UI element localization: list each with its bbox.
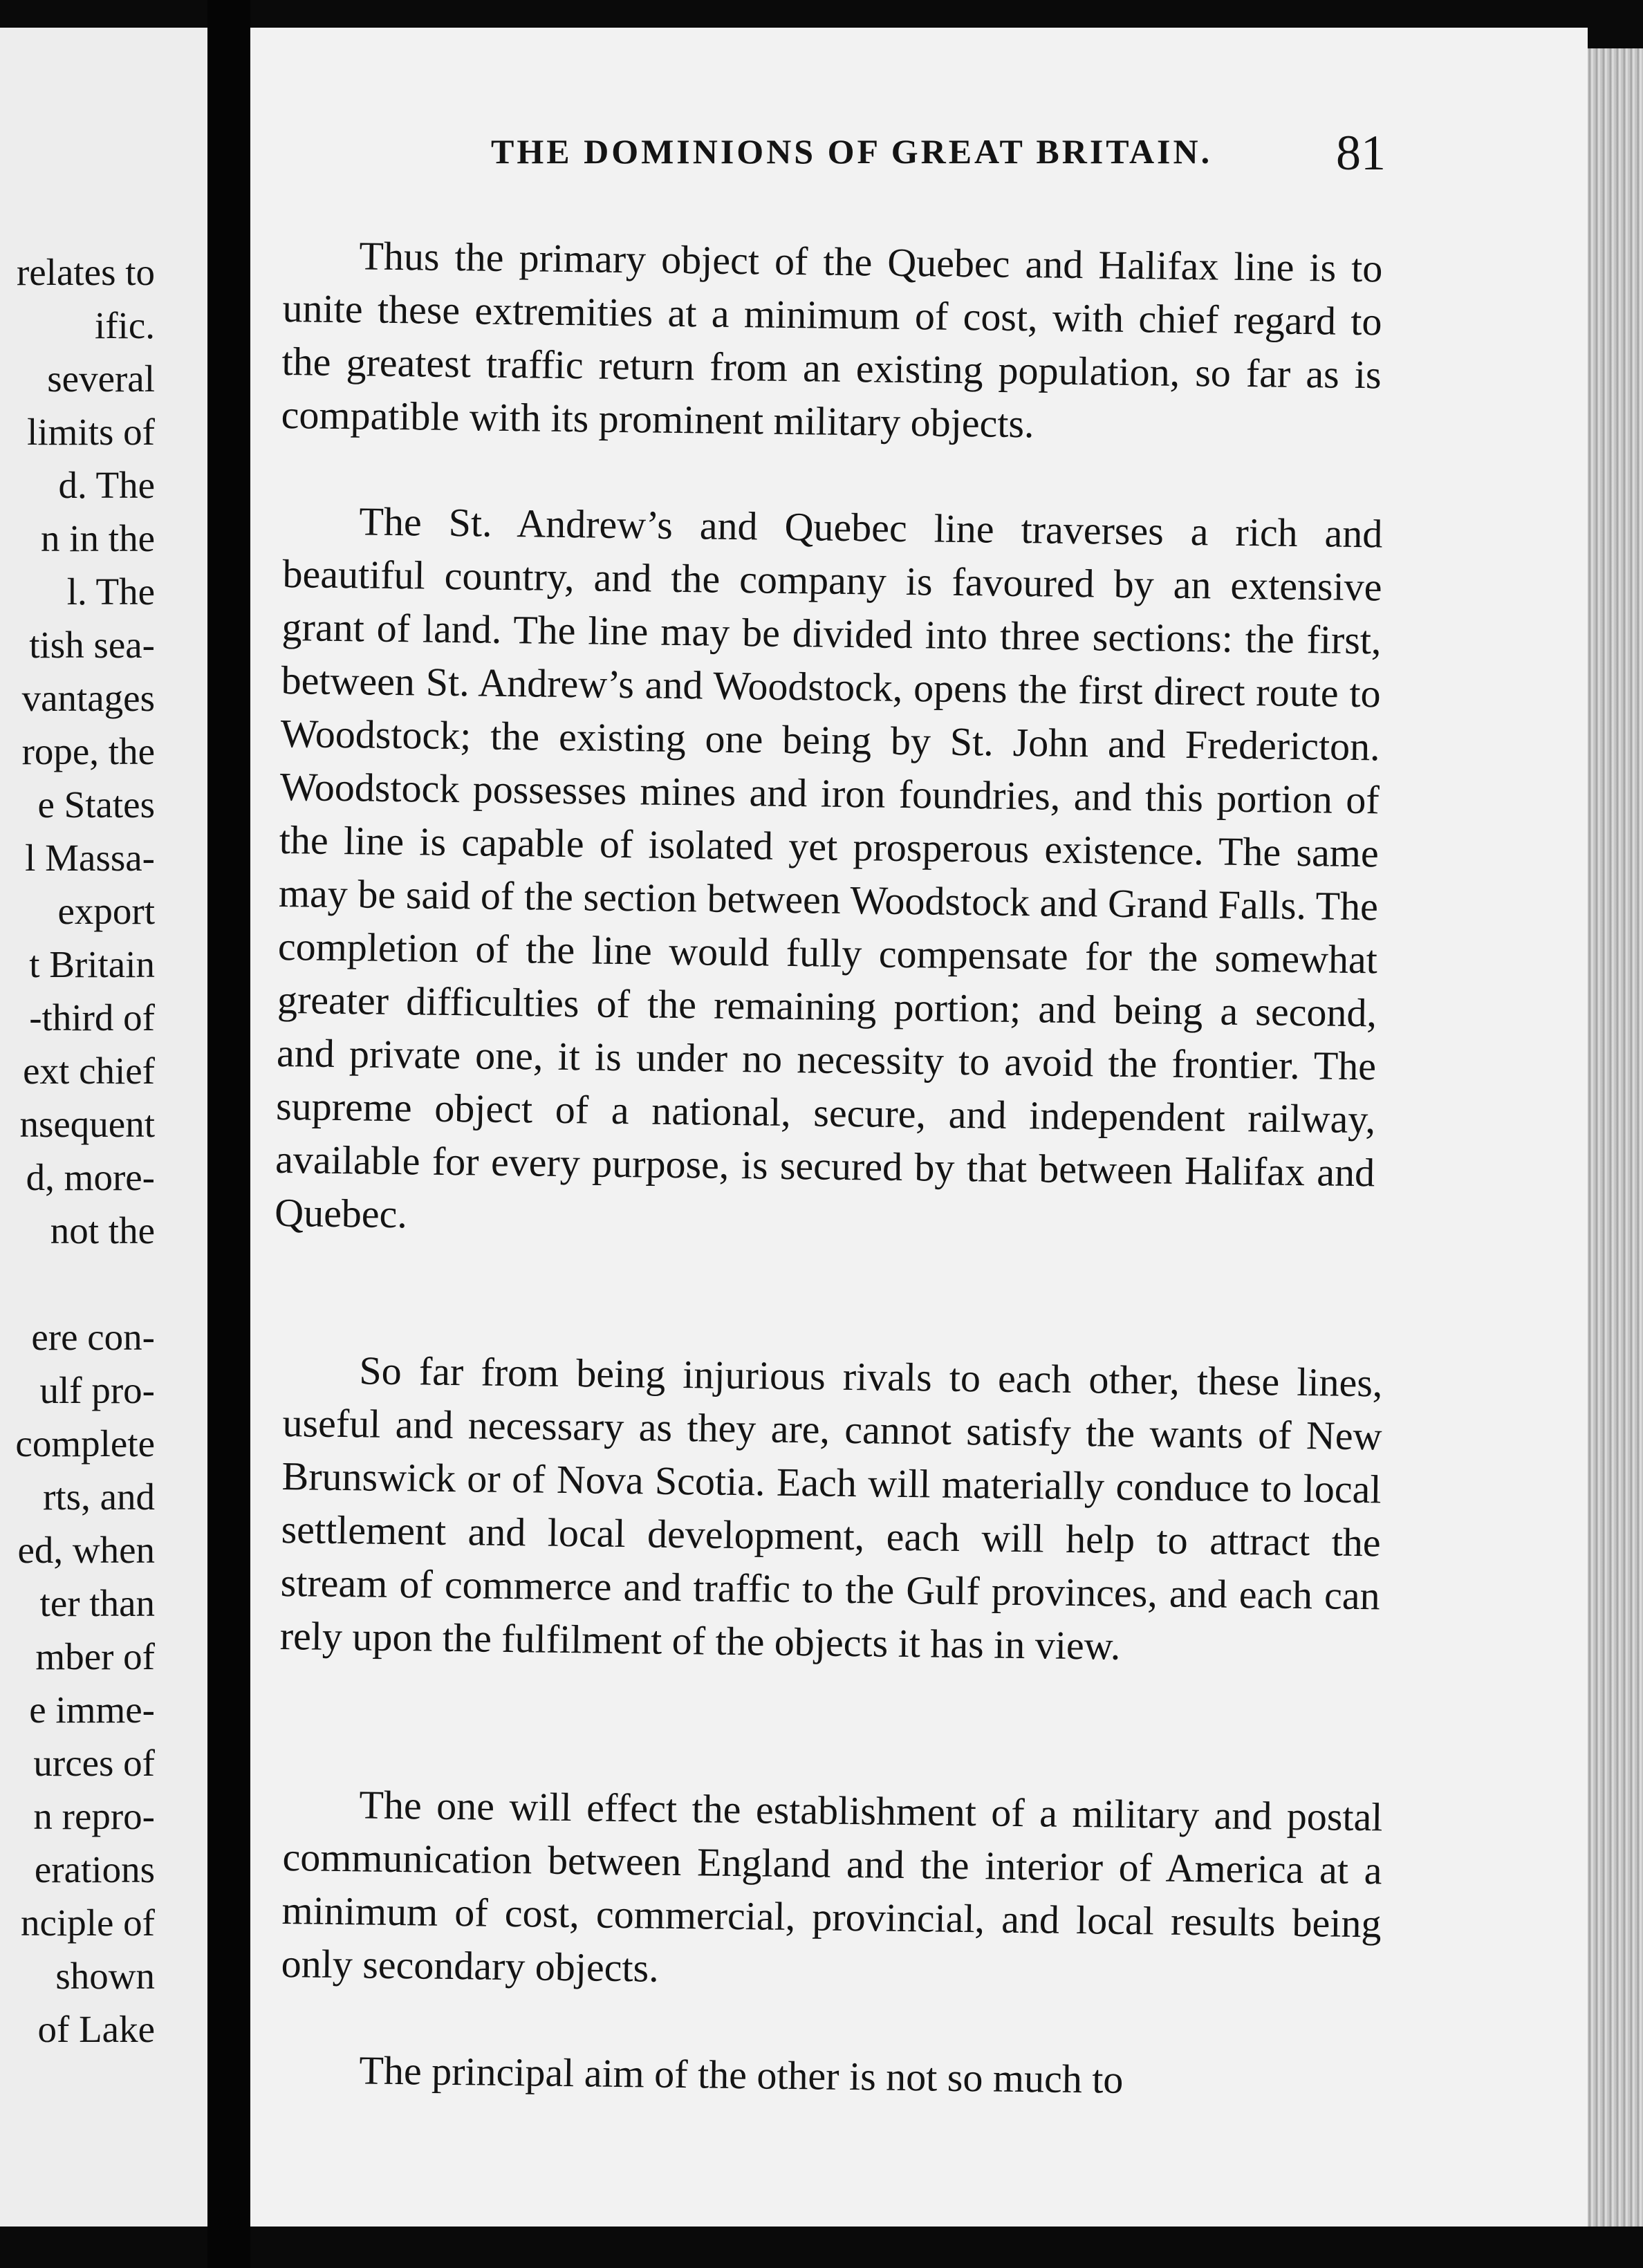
- book-spine: [207, 0, 250, 2268]
- left-page-line: vantages: [21, 677, 155, 719]
- left-page-line: e States: [37, 783, 155, 826]
- left-page-line: d, more-: [26, 1156, 155, 1198]
- left-page-line: nsequent: [19, 1103, 155, 1145]
- left-page-line: -third of: [29, 996, 155, 1039]
- left-page-line: e imme-: [29, 1689, 155, 1731]
- left-page-line: ext chief: [23, 1050, 155, 1092]
- left-page-line: ulf pro-: [39, 1369, 155, 1411]
- left-page-line: ed, when: [17, 1529, 155, 1571]
- left-page-line: l. The: [66, 570, 155, 613]
- page-number: 81: [1336, 125, 1386, 180]
- left-page-line: ific.: [94, 304, 155, 346]
- paragraph-2: The St. Andrew’s and Quebec line traverses a rich and beautiful country, and the company is favoured by an extensive grant of land. The line may be divided into three sections: the first, between St. Andrew’s and Woodstock, opens the first direct route to Woodstock; the existing one being by St. John and Fredericton. Woodstock possesses mines and iron foundries, and this portion of the line is capable of isolated yet prosperous existence. The same may be said of the section between Woodstock and Grand Falls. The completion of the line would fully compensate for the somewhat greater difficulties of the remaining portion; and being a second, and private one, it is under no necessity to avoid the frontier. The supreme object of a national, secure, and independent railway, available for every purpose, is secured by that between Halifax and Quebec.: [274, 499, 1383, 1237]
- left-page-line: mber of: [35, 1635, 155, 1677]
- left-page-line: n in the: [41, 517, 155, 559]
- left-page-line: not the: [50, 1209, 155, 1252]
- left-page-line: ter than: [39, 1582, 155, 1624]
- left-page-line: several: [47, 357, 155, 400]
- left-page-line: ere con-: [31, 1316, 155, 1358]
- left-page-line: rts, and: [43, 1476, 155, 1518]
- left-page-line: tish sea-: [29, 624, 155, 666]
- running-header: THE DOMINIONS OF GREAT BRITAIN.: [491, 132, 1213, 171]
- left-page-line: relates to: [16, 251, 155, 293]
- left-page-line: d. The: [58, 464, 155, 506]
- page-edges: [1588, 48, 1643, 2227]
- paragraph-5: The principal aim of the other is not so much to: [359, 2047, 1124, 2102]
- left-page-line: export: [57, 890, 155, 932]
- left-page-line: of Lake: [37, 2008, 155, 2050]
- left-page-line: shown: [55, 1955, 155, 1997]
- left-page-line: erations: [34, 1848, 155, 1890]
- left-page-line: rope, the: [21, 730, 155, 772]
- paragraph-3: So far from being injurious rivals to each other, these lines, useful and necessary as they are, cannot satisfy the wants of New Brunswick or of Nova Scotia. Each will materially conduce to local settlement and local development, each will help to attract the stream of commerce and traffic to the Gulf provinces, and each can rely upon the fulfilment of the objects it has in view.: [279, 1348, 1383, 1669]
- left-page: [0, 28, 207, 2227]
- left-page-line: l Massa-: [25, 837, 155, 879]
- left-page-line: n repro-: [33, 1795, 155, 1837]
- left-page-line: t Britain: [29, 943, 155, 985]
- left-page-line: complete: [15, 1422, 155, 1465]
- left-page-line: limits of: [27, 411, 155, 453]
- left-page-line: urces of: [33, 1742, 155, 1784]
- paragraph-1: Thus the primary object of the Quebec and Halifax line is to unite these extremities at a minimum of cost, with chief regard to the greatest traffic return from an existing population, so far as is compatible with its prominent military objects.: [281, 233, 1383, 447]
- paragraph-4: The one will effect the establishment of a military and postal communication between England and the interior of America at a minimum of cost, commercial, provincial, and local results being only secondary objects.: [281, 1782, 1383, 1991]
- left-page-line: nciple of: [21, 1902, 155, 1944]
